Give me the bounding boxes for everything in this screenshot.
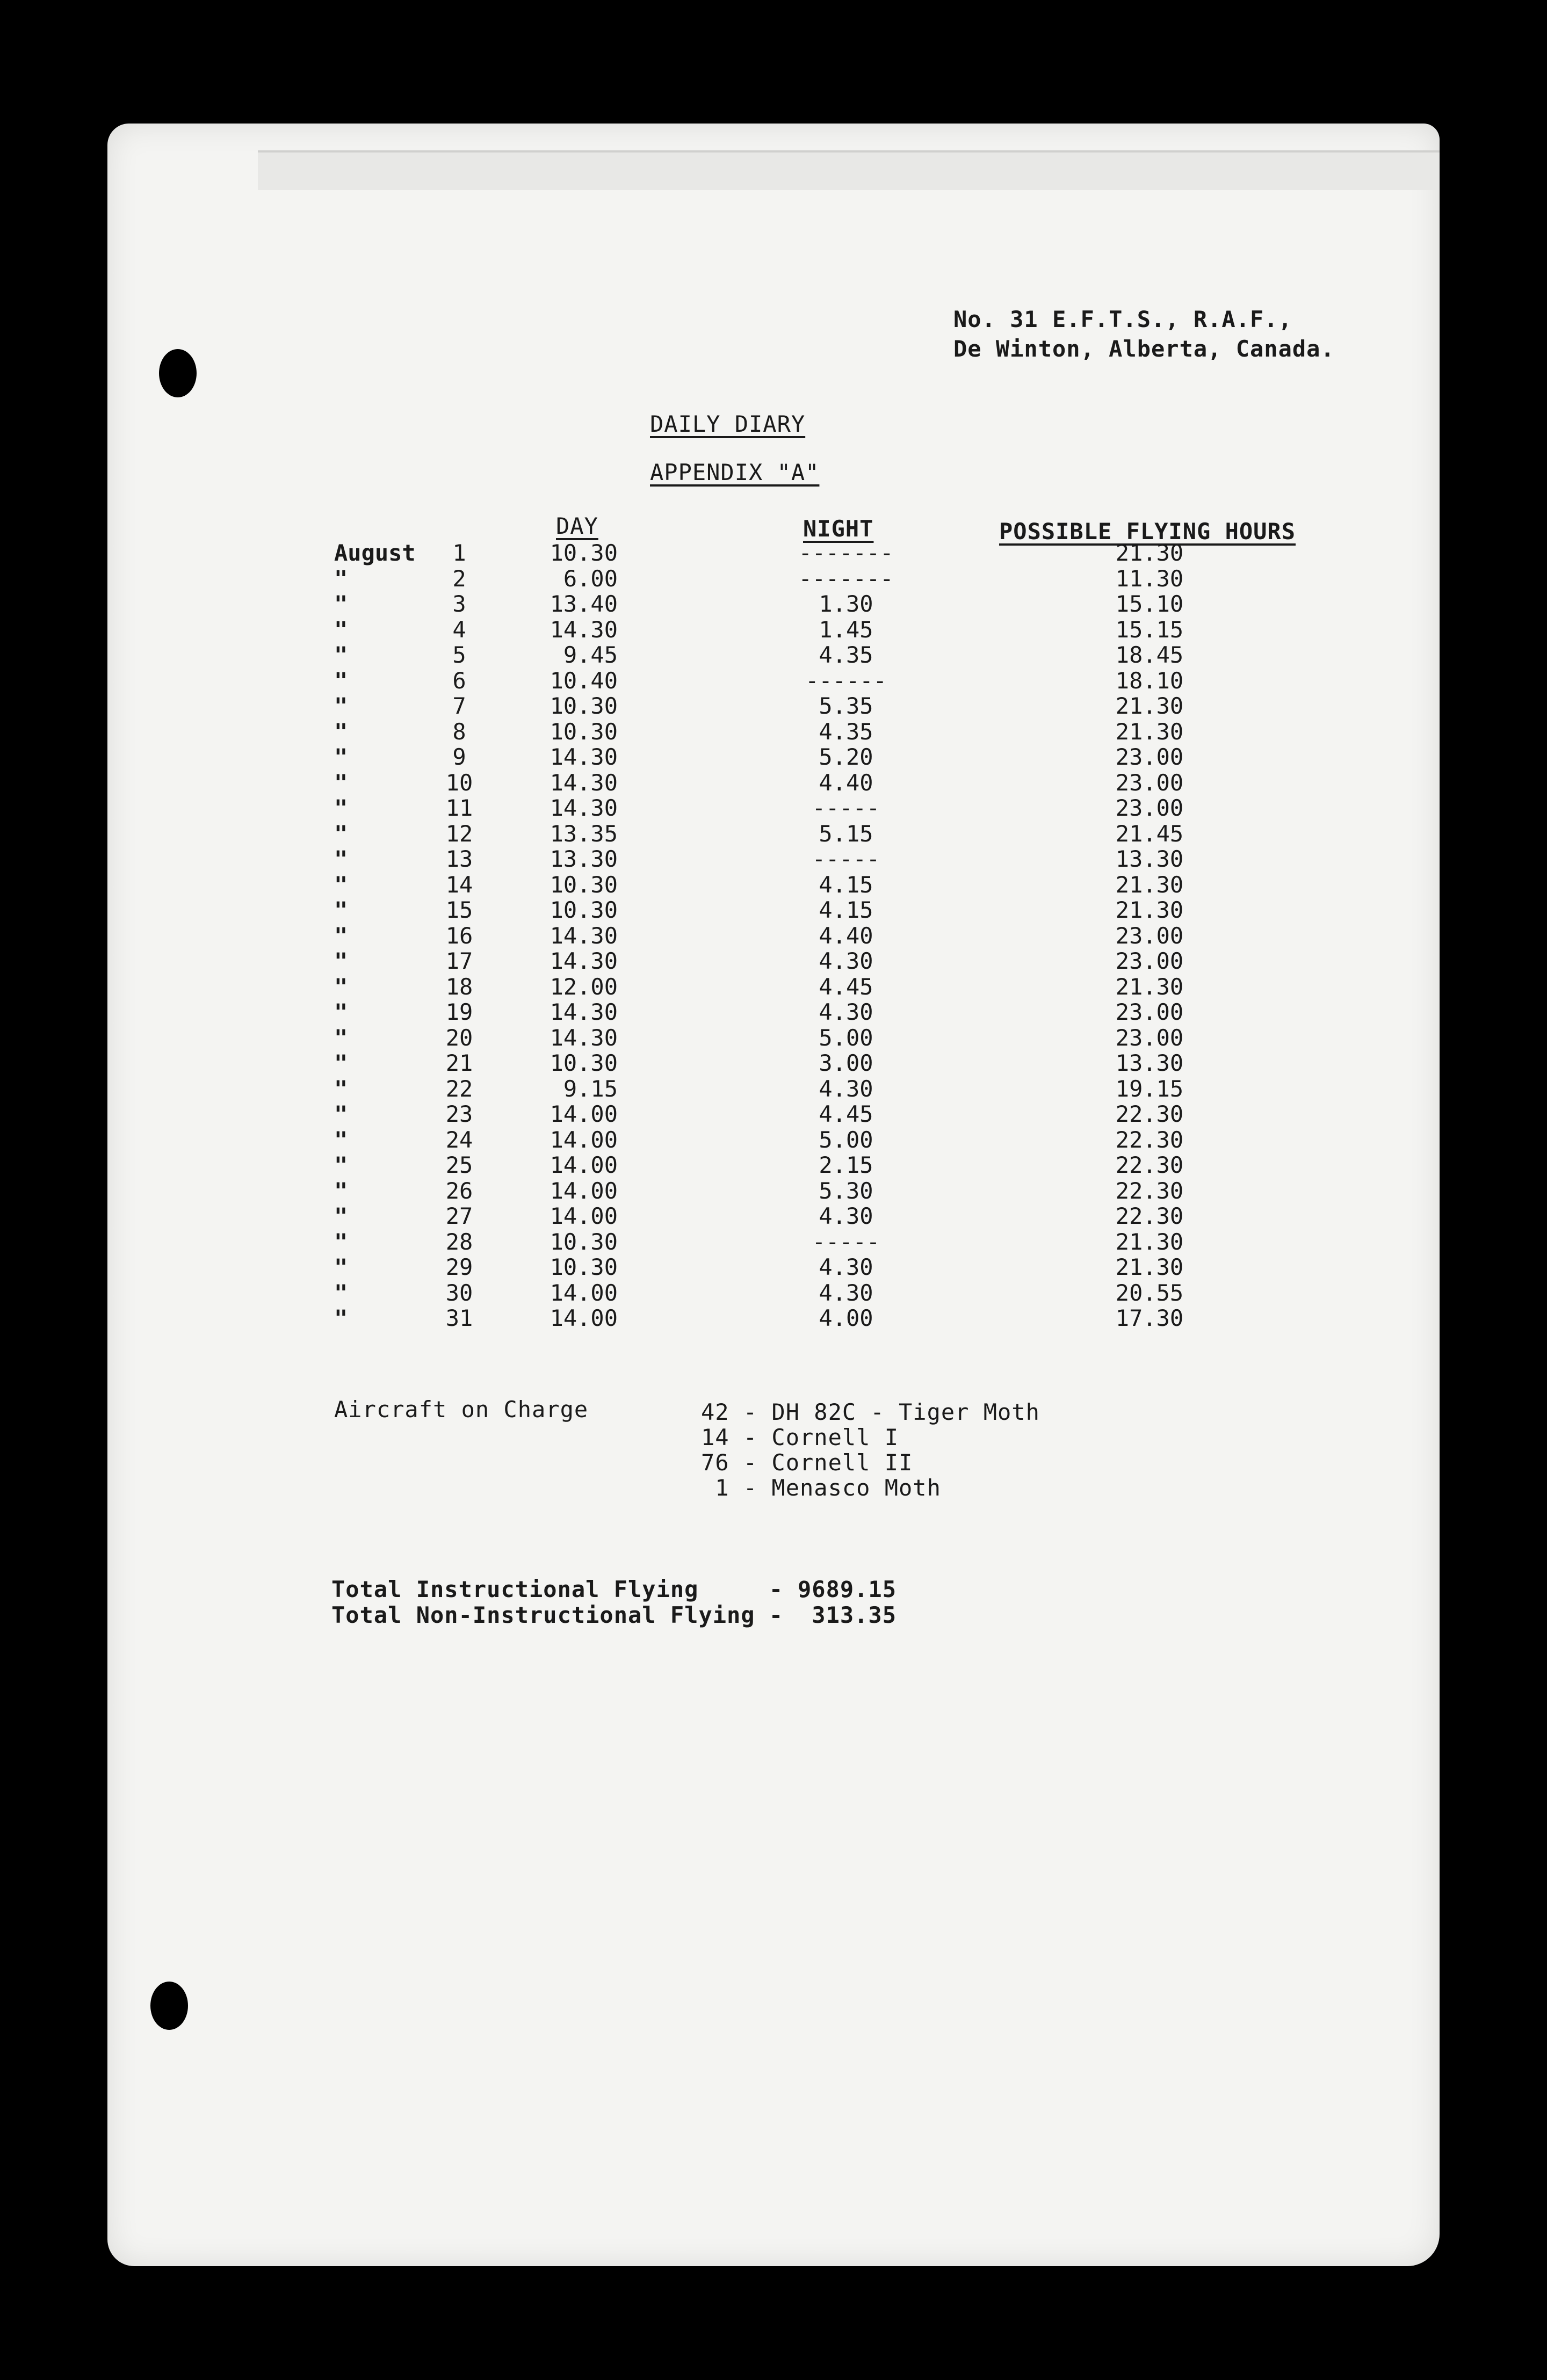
day-number-cell: 30 bbox=[445, 1280, 473, 1306]
possible-hours-cell: 11.30 bbox=[1115, 565, 1184, 592]
day-hours-cell: 14.00 bbox=[550, 1101, 618, 1127]
night-hours-cell: 4.30 bbox=[819, 1076, 873, 1102]
table-row bbox=[0, 591, 1547, 616]
day-hours-cell: 14.30 bbox=[550, 795, 618, 821]
month-cell: " bbox=[334, 821, 348, 847]
day-number-cell: 17 bbox=[445, 948, 473, 974]
day-hours-cell: 14.00 bbox=[550, 1280, 618, 1306]
day-hours-cell: 14.30 bbox=[550, 770, 618, 796]
day-hours-cell: 6.00 bbox=[563, 565, 618, 592]
night-hours-cell: 4.30 bbox=[819, 948, 873, 974]
night-hours-cell: 5.35 bbox=[819, 693, 873, 719]
possible-hours-cell: 19.15 bbox=[1115, 1076, 1184, 1102]
day-number-cell: 24 bbox=[445, 1127, 473, 1153]
day-hours-cell: 14.00 bbox=[550, 1305, 618, 1331]
day-number-cell: 21 bbox=[445, 1050, 473, 1076]
night-hours-cell: 4.45 bbox=[819, 1101, 873, 1127]
day-number-cell: 13 bbox=[445, 846, 473, 872]
table-row bbox=[0, 693, 1547, 719]
unit-line: No. 31 E.F.T.S., R.A.F., bbox=[953, 306, 1292, 332]
month-cell: " bbox=[334, 872, 348, 898]
night-hours-cell: 4.35 bbox=[819, 642, 873, 668]
day-number-cell: 28 bbox=[445, 1229, 473, 1255]
possible-hours-cell: 22.30 bbox=[1115, 1152, 1184, 1178]
month-cell: " bbox=[334, 1305, 348, 1331]
aircraft-item: 76 - Cornell II bbox=[701, 1449, 913, 1476]
table-row bbox=[0, 1254, 1547, 1280]
month-cell: " bbox=[334, 897, 348, 923]
day-hours-cell: 10.30 bbox=[550, 897, 618, 923]
day-number-cell: 6 bbox=[452, 667, 466, 694]
table-row bbox=[0, 897, 1547, 923]
month-cell: " bbox=[334, 1101, 348, 1127]
month-cell: " bbox=[334, 1152, 348, 1178]
day-number-cell: 7 bbox=[452, 693, 466, 719]
day-hours-cell: 14.30 bbox=[550, 948, 618, 974]
day-hours-cell: 14.00 bbox=[550, 1127, 618, 1153]
month-cell: " bbox=[334, 948, 348, 974]
possible-hours-cell: 17.30 bbox=[1115, 1305, 1184, 1331]
table-row bbox=[0, 1280, 1547, 1305]
total-label: Total Instructional Flying - bbox=[331, 1576, 784, 1602]
table-row bbox=[0, 948, 1547, 974]
night-hours-cell: 5.00 bbox=[819, 1025, 873, 1051]
possible-hours-cell: 13.30 bbox=[1115, 846, 1184, 872]
possible-hours-cell: 23.00 bbox=[1115, 744, 1184, 770]
table-row bbox=[0, 1050, 1547, 1076]
day-number-cell: 16 bbox=[445, 923, 473, 949]
possible-hours-cell: 23.00 bbox=[1115, 999, 1184, 1025]
month-cell: " bbox=[334, 1127, 348, 1153]
possible-hours-cell: 20.55 bbox=[1115, 1280, 1184, 1306]
month-cell: " bbox=[334, 616, 348, 643]
night-hours-cell: 4.35 bbox=[819, 719, 873, 745]
table-row bbox=[0, 795, 1547, 821]
day-number-cell: 8 bbox=[452, 719, 466, 745]
month-cell: " bbox=[334, 667, 348, 694]
day-hours-cell: 14.30 bbox=[550, 744, 618, 770]
month-cell: " bbox=[334, 1229, 348, 1255]
month-cell: " bbox=[334, 1076, 348, 1102]
night-hours-cell: 1.45 bbox=[819, 616, 873, 643]
day-number-cell: 22 bbox=[445, 1076, 473, 1102]
possible-hours-cell: 23.00 bbox=[1115, 923, 1184, 949]
night-hours-cell: 4.30 bbox=[819, 1254, 873, 1280]
month-cell: " bbox=[334, 923, 348, 949]
month-cell: " bbox=[334, 846, 348, 872]
month-cell: " bbox=[334, 1050, 348, 1076]
table-row bbox=[0, 821, 1547, 846]
possible-hours-cell: 23.00 bbox=[1115, 948, 1184, 974]
night-hours-cell: 4.45 bbox=[819, 974, 873, 1000]
month-cell: " bbox=[334, 642, 348, 668]
possible-hours-cell: 15.15 bbox=[1115, 616, 1184, 643]
possible-hours-cell: 22.30 bbox=[1115, 1101, 1184, 1127]
table-row bbox=[0, 1025, 1547, 1050]
table-row bbox=[0, 770, 1547, 795]
night-hours-cell: ----- bbox=[812, 846, 880, 872]
table-row bbox=[0, 1203, 1547, 1229]
night-hours-cell: 5.30 bbox=[819, 1178, 873, 1204]
night-hours-cell: 5.20 bbox=[819, 744, 873, 770]
punch-hole bbox=[159, 349, 197, 397]
day-hours-cell: 10.30 bbox=[550, 872, 618, 898]
month-cell: " bbox=[334, 974, 348, 1000]
possible-hours-cell: 15.10 bbox=[1115, 591, 1184, 617]
month-cell: " bbox=[334, 1178, 348, 1204]
aircraft-label: Aircraft on Charge bbox=[334, 1396, 589, 1423]
day-hours-cell: 10.40 bbox=[550, 667, 618, 694]
total-value: 313.35 bbox=[798, 1602, 897, 1628]
table-row bbox=[0, 923, 1547, 948]
month-cell: " bbox=[334, 565, 348, 592]
punch-hole bbox=[150, 1982, 188, 2030]
month-cell: " bbox=[334, 999, 348, 1025]
day-number-cell: 4 bbox=[452, 616, 466, 643]
day-number-cell: 14 bbox=[445, 872, 473, 898]
day-hours-cell: 10.30 bbox=[550, 693, 618, 719]
total-label: Total Non-Instructional Flying - bbox=[331, 1602, 784, 1628]
night-hours-cell: 4.40 bbox=[819, 923, 873, 949]
page-edge-fold bbox=[258, 150, 1440, 190]
day-hours-cell: 14.00 bbox=[550, 1152, 618, 1178]
table-row bbox=[0, 1152, 1547, 1178]
month-cell: " bbox=[334, 1203, 348, 1229]
table-row bbox=[0, 719, 1547, 744]
day-number-cell: 23 bbox=[445, 1101, 473, 1127]
night-hours-cell: 4.40 bbox=[819, 770, 873, 796]
month-cell: " bbox=[334, 744, 348, 770]
day-hours-cell: 9.45 bbox=[563, 642, 618, 668]
night-hours-cell: 4.30 bbox=[819, 1203, 873, 1229]
night-hours-cell: 2.15 bbox=[819, 1152, 873, 1178]
possible-hours-cell: 23.00 bbox=[1115, 1025, 1184, 1051]
night-hours-cell: 4.00 bbox=[819, 1305, 873, 1331]
possible-hours-cell: 21.30 bbox=[1115, 1229, 1184, 1255]
day-hours-cell: 10.30 bbox=[550, 1050, 618, 1076]
location-line: De Winton, Alberta, Canada. bbox=[953, 336, 1335, 362]
possible-hours-cell: 18.10 bbox=[1115, 667, 1184, 694]
day-number-cell: 3 bbox=[452, 591, 466, 617]
page-subtitle: APPENDIX "A" bbox=[650, 459, 820, 485]
day-number-cell: 2 bbox=[452, 565, 466, 592]
table-row bbox=[0, 1305, 1547, 1331]
possible-hours-cell: 21.30 bbox=[1115, 719, 1184, 745]
possible-hours-cell: 13.30 bbox=[1115, 1050, 1184, 1076]
night-hours-cell: ----- bbox=[812, 1229, 880, 1255]
day-hours-cell: 9.15 bbox=[563, 1076, 618, 1102]
possible-hours-cell: 21.30 bbox=[1115, 897, 1184, 923]
day-hours-cell: 14.30 bbox=[550, 999, 618, 1025]
day-hours-cell: 13.35 bbox=[550, 821, 618, 847]
possible-hours-cell: 22.30 bbox=[1115, 1178, 1184, 1204]
day-number-cell: 5 bbox=[452, 642, 466, 668]
table-row bbox=[0, 999, 1547, 1025]
month-cell: " bbox=[334, 1254, 348, 1280]
month-cell: " bbox=[334, 1025, 348, 1051]
aircraft-item: 1 - Menasco Moth bbox=[701, 1475, 941, 1501]
table-row bbox=[0, 616, 1547, 642]
day-number-cell: 20 bbox=[445, 1025, 473, 1051]
night-hours-cell: 3.00 bbox=[819, 1050, 873, 1076]
table-row bbox=[0, 1178, 1547, 1203]
possible-hours-cell: 21.30 bbox=[1115, 693, 1184, 719]
day-number-cell: 25 bbox=[445, 1152, 473, 1178]
table-row bbox=[0, 872, 1547, 897]
possible-hours-cell: 21.30 bbox=[1115, 872, 1184, 898]
day-number-cell: 18 bbox=[445, 974, 473, 1000]
day-number-cell: 9 bbox=[452, 744, 466, 770]
night-hours-cell: ------ bbox=[805, 667, 887, 694]
day-number-cell: 26 bbox=[445, 1178, 473, 1204]
day-hours-cell: 10.30 bbox=[550, 719, 618, 745]
day-number-cell: 31 bbox=[445, 1305, 473, 1331]
day-hours-cell: 14.00 bbox=[550, 1203, 618, 1229]
day-hours-cell: 13.30 bbox=[550, 846, 618, 872]
column-header-night: NIGHT bbox=[803, 516, 874, 542]
possible-hours-cell: 23.00 bbox=[1115, 795, 1184, 821]
table-row bbox=[0, 1101, 1547, 1127]
possible-hours-cell: 22.30 bbox=[1115, 1203, 1184, 1229]
month-cell: " bbox=[334, 719, 348, 745]
night-hours-cell: 4.15 bbox=[819, 872, 873, 898]
month-cell: " bbox=[334, 591, 348, 617]
possible-hours-cell: 21.30 bbox=[1115, 540, 1184, 566]
night-hours-cell: 4.15 bbox=[819, 897, 873, 923]
month-cell: " bbox=[334, 795, 348, 821]
day-number-cell: 11 bbox=[445, 795, 473, 821]
month-cell: August bbox=[334, 540, 416, 566]
possible-hours-cell: 23.00 bbox=[1115, 770, 1184, 796]
night-hours-cell: 1.30 bbox=[819, 591, 873, 617]
table-row bbox=[0, 642, 1547, 667]
month-cell: " bbox=[334, 770, 348, 796]
day-number-cell: 10 bbox=[445, 770, 473, 796]
day-number-cell: 15 bbox=[445, 897, 473, 923]
aircraft-item: 14 - Cornell I bbox=[701, 1424, 899, 1450]
night-hours-cell: ------- bbox=[798, 540, 894, 566]
day-hours-cell: 10.30 bbox=[550, 1254, 618, 1280]
possible-hours-cell: 21.30 bbox=[1115, 1254, 1184, 1280]
column-header-possible: POSSIBLE FLYING HOURS bbox=[999, 518, 1296, 545]
month-cell: " bbox=[334, 1280, 348, 1306]
day-hours-cell: 14.00 bbox=[550, 1178, 618, 1204]
night-hours-cell: ----- bbox=[812, 795, 880, 821]
aircraft-item: 42 - DH 82C - Tiger Moth bbox=[701, 1399, 1040, 1425]
day-number-cell: 1 bbox=[452, 540, 466, 566]
night-hours-cell: 5.15 bbox=[819, 821, 873, 847]
day-hours-cell: 14.30 bbox=[550, 1025, 618, 1051]
table-row bbox=[0, 667, 1547, 693]
day-hours-cell: 14.30 bbox=[550, 616, 618, 643]
day-number-cell: 12 bbox=[445, 821, 473, 847]
night-hours-cell: 4.30 bbox=[819, 999, 873, 1025]
day-hours-cell: 10.30 bbox=[550, 540, 618, 566]
possible-hours-cell: 21.45 bbox=[1115, 821, 1184, 847]
possible-hours-cell: 22.30 bbox=[1115, 1127, 1184, 1153]
possible-hours-cell: 21.30 bbox=[1115, 974, 1184, 1000]
night-hours-cell: 4.30 bbox=[819, 1280, 873, 1306]
table-row bbox=[0, 1076, 1547, 1101]
table-row bbox=[0, 974, 1547, 999]
night-hours-cell: 5.00 bbox=[819, 1127, 873, 1153]
total-value: 9689.15 bbox=[798, 1576, 897, 1602]
day-number-cell: 27 bbox=[445, 1203, 473, 1229]
day-number-cell: 29 bbox=[445, 1254, 473, 1280]
night-hours-cell: ------- bbox=[798, 565, 894, 592]
table-row bbox=[0, 565, 1547, 591]
column-header-day: DAY bbox=[556, 513, 598, 539]
day-number-cell: 19 bbox=[445, 999, 473, 1025]
possible-hours-cell: 18.45 bbox=[1115, 642, 1184, 668]
day-hours-cell: 13.40 bbox=[550, 591, 618, 617]
table-row bbox=[0, 1229, 1547, 1254]
table-row bbox=[0, 1127, 1547, 1152]
day-hours-cell: 10.30 bbox=[550, 1229, 618, 1255]
month-cell: " bbox=[334, 693, 348, 719]
day-hours-cell: 14.30 bbox=[550, 923, 618, 949]
page-title: DAILY DIARY bbox=[650, 411, 806, 437]
table-row bbox=[0, 744, 1547, 770]
day-hours-cell: 12.00 bbox=[550, 974, 618, 1000]
table-row bbox=[0, 846, 1547, 872]
table-row bbox=[0, 540, 1547, 565]
